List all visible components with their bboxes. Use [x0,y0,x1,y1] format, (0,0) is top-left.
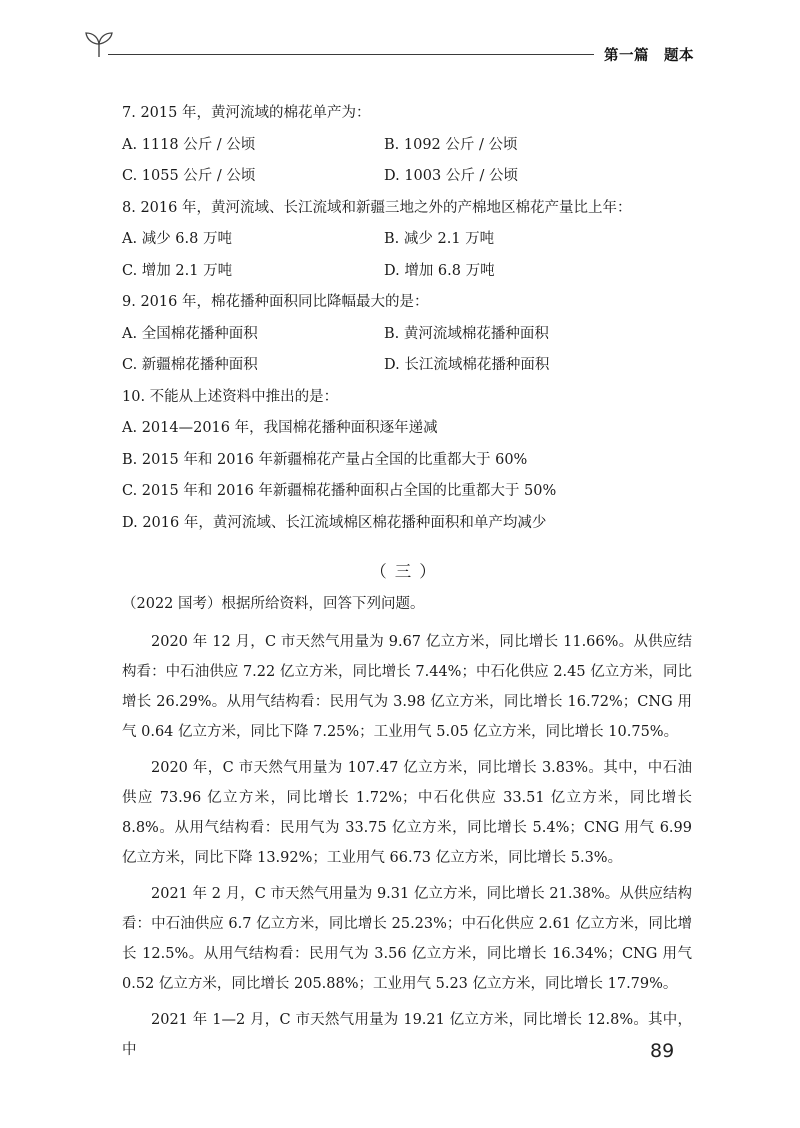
option-c: C. 增加 2.1 万吨 [122,262,233,279]
options-row [122,130,692,162]
question-stem: 10. 不能从上述资料中推出的是： [122,388,339,405]
option-d: D. 2016 年，黄河流域、长江流域棉区棉花播种面积和单产均减少 [122,514,547,531]
options-row [122,256,692,288]
options-row [122,161,692,193]
option-b: B. 1092 公斤 / 公顷 [384,136,518,153]
paragraph: 2020 年，C 市天然气用量为 107.47 亿立方米，同比增长 3.83%。其中，中石油供应 73.96 亿立方米，同比增长 1.72%；中石化供应 33.51 亿立方米，同比增长 8.8%。从用气结构看：民用气为 33.75 亿立方米，同比增长 5.4%；CNG 用气 6.99 亿立方米，同比下降 13.92%；工业用气 66.73 亿立方米，同比增长 5.3%。 [122,759,692,866]
question-9 [122,287,692,382]
question-7 [122,98,692,193]
option-a: A. 2014—2016 年，我国棉花播种面积逐年递减 [122,420,438,436]
option-b: B. 黄河流域棉花播种面积 [384,325,549,342]
page-content [122,98,692,1065]
page-number: 89 [650,1040,675,1062]
sprout-icon [82,30,116,60]
question-stem: 8. 2016 年，黄河流域、长江流域和新疆三地之外的产棉地区棉花产量比上年： [122,199,632,216]
options-row [122,319,692,351]
section-title: （三） [370,562,444,581]
paragraph: 2021 年 1—2 月，C 市天然气用量为 19.21 亿立方米，同比增长 12.8%。其中，中 [122,1011,692,1058]
option-b: B. 2015 年和 2016 年新疆棉花产量占全国的比重都大于 60% [122,451,528,468]
paragraph: 2021 年 2 月，C 市天然气用量为 9.31 亿立方米，同比增长 21.38%。从供应结构看：中石油供应 6.7 亿立方米，同比增长 25.23%；中石化供应 2.61 亿立方米，同比增长 12.5%。从用气结构看：民用气为 3.56 亿立方米，同比增长 16.34%；CNG 用气 0.52 亿立方米，同比增长 205.88%；工业用气 5.23 亿立方米，同比增长 17.79%。 [122,885,692,992]
option-a: A. 全国棉花播种面积 [122,325,258,342]
paragraph: 2020 年 12 月，C 市天然气用量为 9.67 亿立方米，同比增长 11.66%。从供应结构看：中石油供应 7.22 亿立方米，同比增长 7.44%；中石化供应 2.45 亿立方米，同比增长 26.29%。从用气结构看：民用气为 3.98 亿立方米，同比增长 16.72%；CNG 用气 0.64 亿立方米，同比下降 7.25%；工业用气 5.05 亿立方米，同比增长 10.75%。 [122,633,692,740]
question-stem: 7. 2015 年，黄河流域的棉花单产为： [122,105,371,121]
question-stem: 9. 2016 年，棉花播种面积同比降幅最大的是： [122,294,429,310]
options-row [122,350,692,382]
option-c: C. 2015 年和 2016 年新疆棉花播种面积占全国的比重都大于 50% [122,483,557,499]
header-rule [108,54,594,55]
option-b: B. 减少 2.1 万吨 [384,231,495,247]
option-c: C. 1055 公斤 / 公顷 [122,168,256,184]
options-row [122,224,692,256]
section-source: （2022 国考）根据所给资料，回答下列问题。 [122,596,425,612]
option-d: D. 增加 6.8 万吨 [384,262,495,279]
running-header: 第一篇 题本 [604,48,694,64]
option-c: C. 新疆棉花播种面积 [122,357,258,373]
option-a: A. 1118 公斤 / 公顷 [122,136,256,153]
question-8 [122,193,692,288]
question-10 [122,382,692,540]
option-d: D. 长江流域棉花播种面积 [384,357,550,373]
option-d: D. 1003 公斤 / 公顷 [384,168,518,184]
option-a: A. 减少 6.8 万吨 [122,231,232,247]
